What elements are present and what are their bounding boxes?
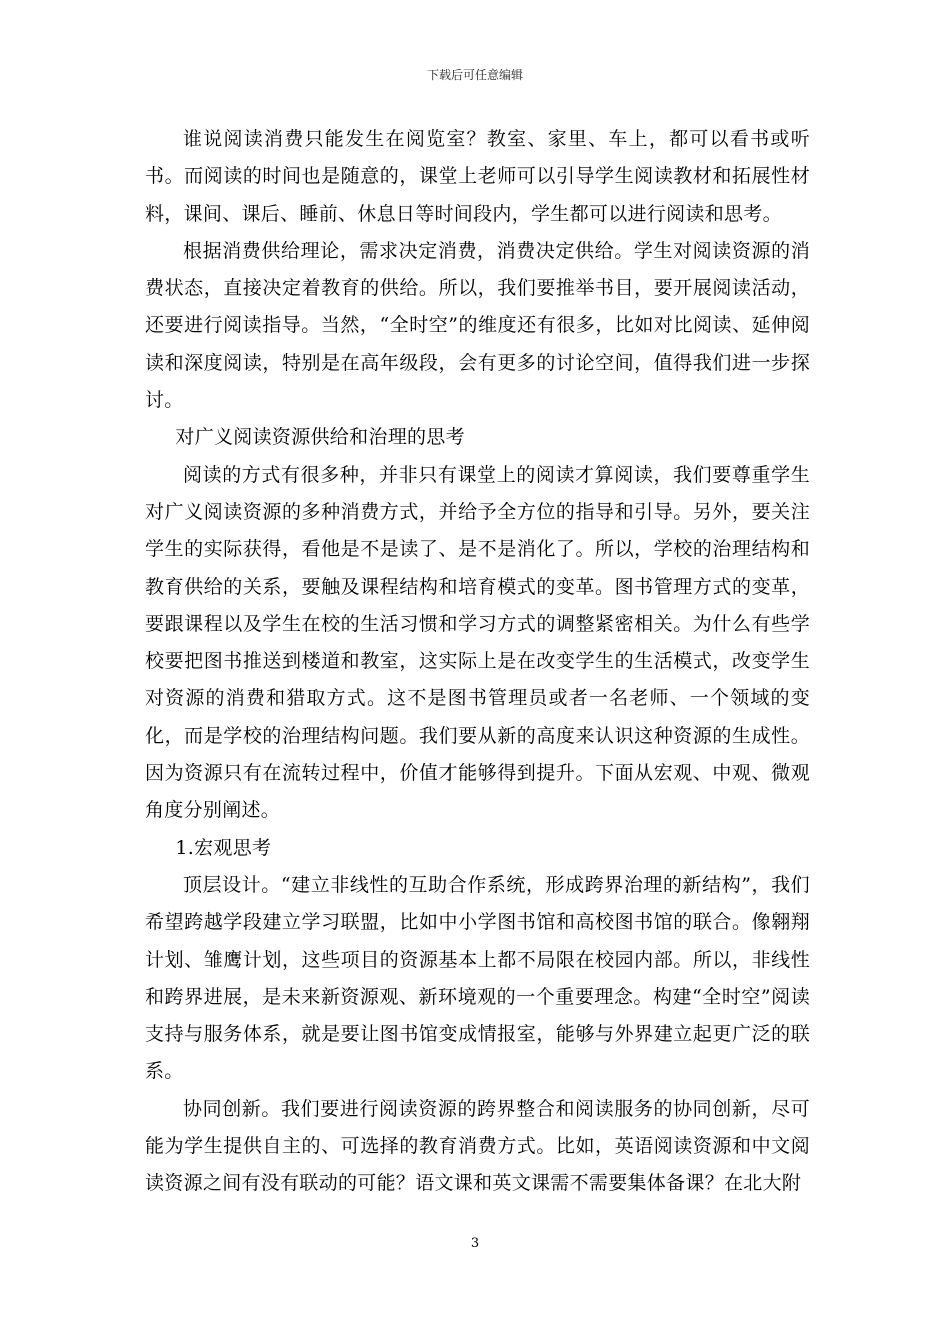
subsection-heading: 1.宏观思考 xyxy=(175,836,272,859)
paragraph-1: 谁说阅读消费只能发生在阅览室？教室、家里、车上，都可以看书或听书。而阅读的时间也是随意的，课堂上老师可以引导学生阅读教材和拓展性材料，课间、课后、睡前、休息日等时间段内，学生都可以进行阅读和思考。 xyxy=(145,128,810,225)
paragraph-2: 根据消费供给理论，需求决定消费，消费决定供给。学生对阅读资源的消费状态，直接决定着教育的供给。所以，我们要推举书目，要开展阅读活动，还要进行阅读指导。当然，“全时空”的维度还有很多，比如对比阅读、延伸阅读和深度阅读，特别是在高年级段，会有更多的讨论空间，值得我们进一步探讨。 xyxy=(145,239,810,412)
paragraph-4: 顶层设计。“建立非线性的互助合作系统，形成跨界治理的新结构”，我们希望跨越学段建立学习联盟，比如中小学图书馆和高校图书馆的联合。像翱翔计划、雏鹰计划，这些项目的资源基本上都不局限在校园内部。所以，非线性和跨界进展，是未来新资源观、新环境观的一个重要理念。构建“全时空”阅读支持与服务体系，就是要让图书馆变成情报室，能够与外界建立起更广泛的联系。 xyxy=(145,873,810,1083)
page-number: 3 xyxy=(470,1236,480,1251)
section-heading: 对广义阅读资源供给和治理的思考 xyxy=(175,426,465,449)
page-header: 下载后可任意编辑 xyxy=(426,68,523,82)
document-body xyxy=(145,121,810,1203)
paragraph-3: 阅读的方式有很多种，并非只有课堂上的阅读才算阅读，我们要尊重学生对广义阅读资源的多种消费方式，并给予全方位的指导和引导。另外，要关注学生的实际获得，看他是不是读了、是不是消化了。所以，学校的治理结构和教育供给的关系，要触及课程结构和培育模式的变革。图书管理方式的变革，要跟课程以及学生在校的生活习惯和学习方式的调整紧密相关。为什么有些学校要把图书推送到楼道和教室，这实际上是在改变学生的生活模式，改变学生对资源的消费和猎取方式。这不是图书管理员或者一名老师、一个领域的变化，而是学校的治理结构问题。我们要从新的高度来认识这种资源的生成性。因为资源只有在流转过程中，价值才能够得到提升。下面从宏观、中观、微观角度分别阐述。 xyxy=(145,463,810,822)
paragraph-5: 协同创新。我们要进行阅读资源的跨界整合和阅读服务的协同创新，尽可能为学生提供自主的、可选择的教育消费方式。比如，英语阅读资源和中文阅读资源之间有没有联动的可能？语文课和英文课需不需要集体备课？在北大附 xyxy=(145,1097,810,1195)
